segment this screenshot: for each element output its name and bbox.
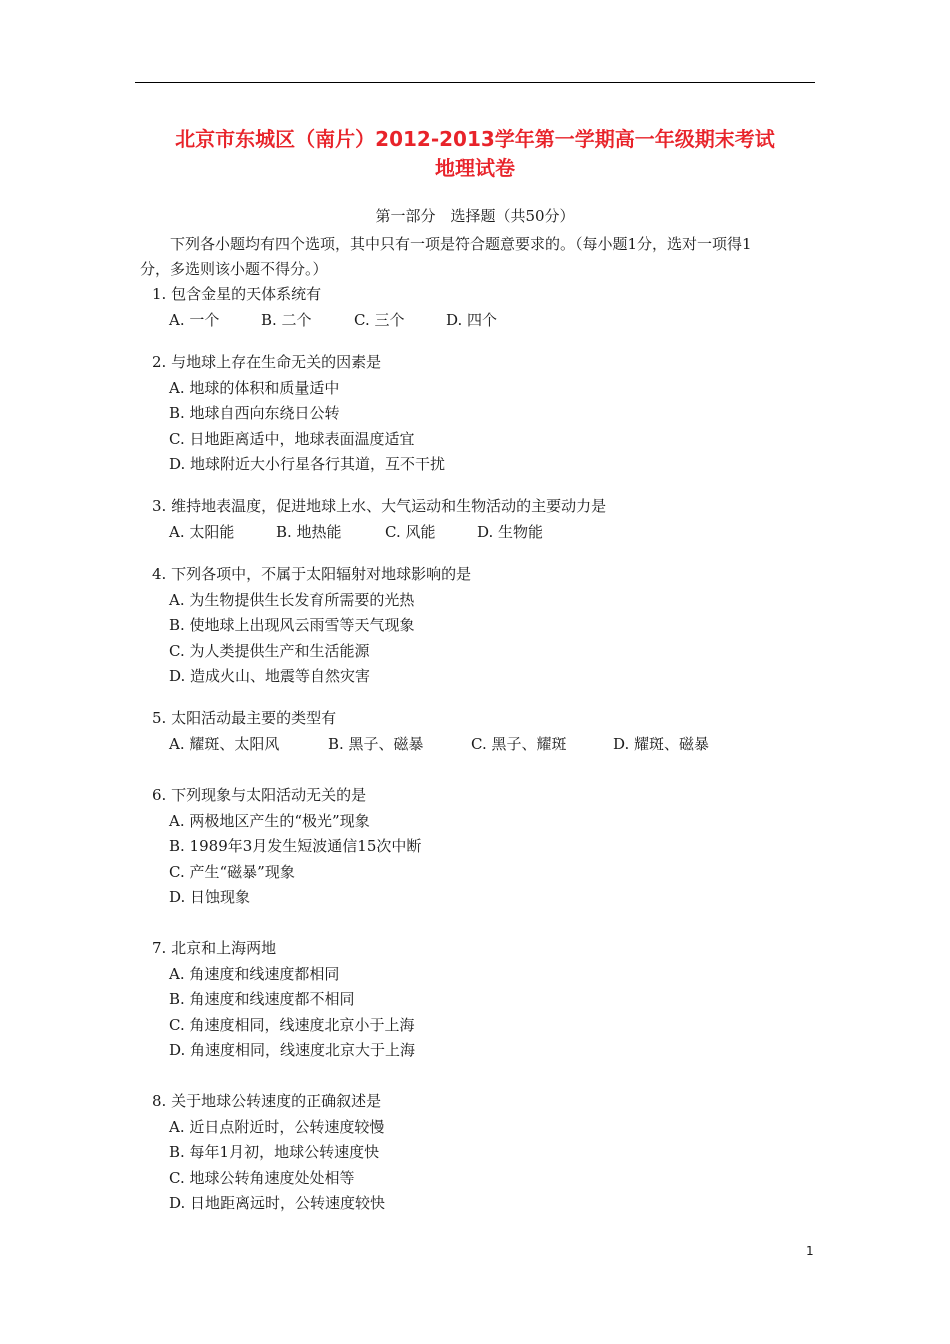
options-row — [152, 308, 812, 334]
option-b: B. 黑子、磁暴 — [328, 734, 424, 753]
option-a: A. 一个 — [169, 310, 220, 329]
question-4 — [152, 562, 812, 690]
option-a: A. 耀斑、太阳风 — [169, 734, 280, 753]
option-a: A. 两极地区产生的“极光”现象 — [169, 811, 370, 830]
option-c: C. 黑子、耀斑 — [471, 734, 567, 753]
question-1 — [152, 282, 812, 333]
option-c: C. 角速度相同，线速度北京小于上海 — [169, 1015, 415, 1034]
option-a: A. 地球的体积和质量适中 — [169, 378, 340, 397]
option-c: C. 地球公转角速度处处相等 — [169, 1168, 355, 1187]
option-c: C. 为人类提供生产和生活能源 — [169, 641, 370, 660]
instructions-line-2: 分，多选则该小题不得分。） — [140, 260, 328, 278]
page-number: 1 — [806, 1244, 814, 1258]
options-row — [152, 732, 812, 758]
question-5 — [152, 706, 812, 757]
option-a: A. 角速度和线速度都相同 — [169, 964, 340, 983]
question-stem: 4. 下列各项中，不属于太阳辐射对地球影响的是 — [152, 565, 472, 583]
question-6 — [152, 783, 812, 911]
option-a: A. 为生物提供生长发育所需要的光热 — [169, 590, 415, 609]
instructions-line-1: 下列各小题均有四个选项，其中只有一项是符合题意要求的。（每小题1分，选对一项得1 — [170, 235, 752, 253]
option-c: C. 日地距离适中，地球表面温度适宜 — [169, 429, 415, 448]
exam-subject-title: 地理试卷 — [435, 156, 515, 180]
question-stem: 8. 关于地球公转速度的正确叙述是 — [152, 1092, 382, 1110]
option-d: D. 耀斑、磁暴 — [613, 734, 710, 753]
option-c: C. 三个 — [354, 310, 405, 329]
question-8 — [152, 1089, 812, 1217]
question-stem: 7. 北京和上海两地 — [152, 939, 277, 957]
question-stem: 3. 维持地表温度，促进地球上水、大气运动和生物活动的主要动力是 — [152, 497, 607, 515]
question-7 — [152, 936, 812, 1064]
option-d: D. 四个 — [446, 310, 498, 329]
section-heading: 第一部分 选择题（共50分） — [375, 207, 575, 225]
option-b: B. 1989年3月发生短波通信15次中断 — [169, 837, 422, 855]
option-d: D. 生物能 — [477, 522, 544, 541]
option-b: B. 角速度和线速度都不相同 — [169, 990, 355, 1008]
option-b: B. 二个 — [261, 310, 312, 329]
option-b: B. 地热能 — [276, 522, 342, 541]
question-stem: 6. 下列现象与太阳活动无关的是 — [152, 786, 367, 804]
option-d: D. 角速度相同，线速度北京大于上海 — [169, 1041, 416, 1059]
option-b: B. 地球自西向东绕日公转 — [169, 404, 340, 422]
question-stem: 5. 太阳活动最主要的类型有 — [152, 709, 337, 727]
header-rule — [135, 82, 815, 83]
option-b: B. 每年1月初，地球公转速度快 — [169, 1143, 380, 1161]
option-c: C. 产生“磁暴”现象 — [169, 862, 295, 881]
question-2 — [152, 350, 812, 478]
options-row — [152, 520, 812, 546]
option-d: D. 日地距离远时，公转速度较快 — [169, 1194, 386, 1212]
question-stem: 2. 与地球上存在生命无关的因素是 — [152, 353, 382, 371]
option-a: A. 太阳能 — [169, 522, 235, 541]
option-d: D. 日蚀现象 — [169, 888, 251, 906]
question-stem: 1. 包含金星的天体系统有 — [152, 285, 322, 303]
option-b: B. 使地球上出现风云雨雪等天气现象 — [169, 616, 415, 634]
option-c: C. 风能 — [385, 522, 436, 541]
option-d: D. 地球附近大小行星各行其道，互不干扰 — [169, 455, 446, 473]
option-a: A. 近日点附近时，公转速度较慢 — [169, 1117, 385, 1136]
option-d: D. 造成火山、地震等自然灾害 — [169, 667, 371, 685]
question-3 — [152, 494, 812, 545]
exam-title: 北京市东城区（南片）2012-2013学年第一学期高一年级期末考试 — [175, 127, 775, 151]
